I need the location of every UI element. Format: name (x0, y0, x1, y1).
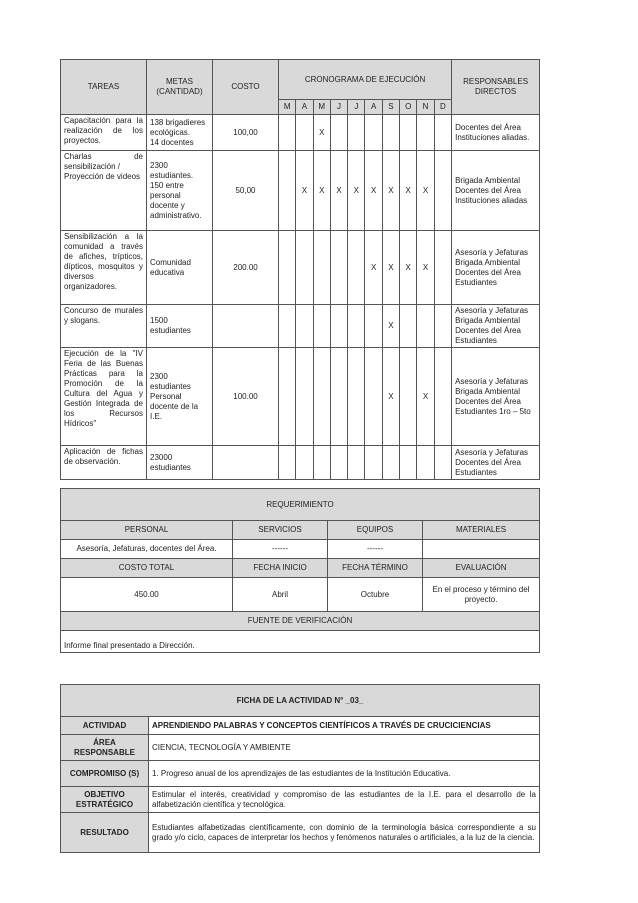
schedule-mark (417, 305, 434, 348)
schedule-mark: X (348, 151, 365, 231)
costo-cell: 50,00 (213, 151, 279, 231)
resultado-label: RESULTADO (61, 813, 149, 853)
actividad-label: ACTIVIDAD (61, 717, 149, 735)
schedule-mark (279, 446, 296, 480)
costo-cell (213, 305, 279, 348)
schedule-mark (400, 305, 417, 348)
schedule-mark (434, 231, 451, 305)
month-header: A (296, 100, 313, 115)
schedule-mark (434, 446, 451, 480)
schedule-mark (400, 348, 417, 446)
col-metas: METAS (CANTIDAD) (147, 60, 213, 115)
schedule-mark (434, 115, 451, 151)
schedule-mark (330, 348, 347, 446)
responsables-cell: Asesoría y Jefaturas Brigada Ambiental Docentes del Área Estudiantes (452, 305, 540, 348)
schedule-mark (313, 231, 330, 305)
req-servicios-val: ------ (233, 540, 328, 559)
objetivo-value: Estimular el interés, creatividad y compromiso de las estudiantes de la I.E. para el desarrollo de la alfabetización científica y tecnológica. (149, 787, 540, 813)
schedule-mark (348, 115, 365, 151)
responsables-cell: Asesoría y Jefaturas Brigada Ambiental Docentes del Área Estudiantes 1ro – 5to (452, 348, 540, 446)
month-header: D (434, 100, 451, 115)
req-costo-total: COSTO TOTAL (61, 559, 233, 578)
schedule-mark (330, 231, 347, 305)
req-fecha-inicio: FECHA INICIO (233, 559, 328, 578)
requirement-table (60, 488, 540, 653)
schedule-mark: X (400, 231, 417, 305)
schedule-mark: X (382, 305, 399, 348)
metas-cell: 1500 estudiantes (147, 305, 213, 348)
month-header: M (313, 100, 330, 115)
schedule-mark: X (313, 115, 330, 151)
objetivo-label: OBJETIVO ESTRATÉGICO (61, 787, 149, 813)
metas-cell: 2300 estudiantes. 150 entre personal docente y administrativo. (147, 151, 213, 231)
month-header: O (400, 100, 417, 115)
table-row (61, 231, 540, 305)
schedule-mark (313, 348, 330, 446)
col-tareas: TAREAS (61, 60, 147, 115)
table-row (61, 305, 540, 348)
costo-cell: 100,00 (213, 115, 279, 151)
req-equipos: EQUIPOS (328, 521, 423, 540)
schedule-mark (313, 305, 330, 348)
task-cell: Concurso de murales y slogans. (61, 305, 147, 348)
schedule-mark (330, 305, 347, 348)
col-cronograma: CRONOGRAMA DE EJECUCIÓN (279, 60, 452, 100)
schedule-mark (296, 305, 313, 348)
schedule-mark (348, 231, 365, 305)
table-row (61, 151, 540, 231)
area-label: ÁREA RESPONSABLE (61, 735, 149, 761)
schedule-mark: X (365, 151, 382, 231)
schedule-mark (330, 115, 347, 151)
table-row (61, 348, 540, 446)
responsables-cell: Asesoría y Jefaturas Docentes del Área Estudiantes (452, 446, 540, 480)
schedule-mark (296, 115, 313, 151)
req-fecha-inicio-val: Abril (233, 578, 328, 612)
costo-cell: 100.00 (213, 348, 279, 446)
responsables-cell: Asesoría y Jefaturas Brigada Ambiental Docentes del Área Estudiantes (452, 231, 540, 305)
schedule-mark: X (400, 151, 417, 231)
area-value: CIENCIA, TECNOLOGÍA Y AMBIENTE (149, 735, 540, 761)
schedule-mark (279, 115, 296, 151)
metas-cell: 138 brigadieres ecológicas. 14 docentes (147, 115, 213, 151)
schedule-mark: X (296, 151, 313, 231)
month-header: J (348, 100, 365, 115)
schedule-mark (417, 446, 434, 480)
req-costo-total-val: 450.00 (61, 578, 233, 612)
table-row (61, 446, 540, 480)
req-evaluacion: EVALUACIÓN (423, 559, 540, 578)
schedule-mark (296, 348, 313, 446)
schedule-mark (313, 446, 330, 480)
req-evaluacion-val: En el proceso y término del proyecto. (423, 578, 540, 612)
metas-cell: 2300 estudiantes Personal docente de la I.E. (147, 348, 213, 446)
schedule-mark: X (417, 151, 434, 231)
task-cell: Sensibilización a la comunidad a través de afiches, trípticos, dípticos, mosquitos y diversos organizadores. (61, 231, 147, 305)
schedule-mark (330, 446, 347, 480)
schedule-mark: X (313, 151, 330, 231)
month-header: M (279, 100, 296, 115)
compromiso-label: COMPROMISO (S) (61, 761, 149, 787)
req-fuente: FUENTE DE VERIFICACIÓN (61, 612, 540, 631)
schedule-mark (365, 348, 382, 446)
schedule-mark: X (365, 231, 382, 305)
schedule-mark (434, 348, 451, 446)
month-header: S (382, 100, 399, 115)
schedule-mark (296, 446, 313, 480)
schedule-mark: X (382, 348, 399, 446)
schedule-table (60, 59, 540, 480)
month-header: A (365, 100, 382, 115)
req-personal-val: Asesoría, Jefaturas, docentes del Área. (61, 540, 233, 559)
schedule-mark (279, 151, 296, 231)
col-costo: COSTO (213, 60, 279, 115)
schedule-mark (365, 115, 382, 151)
req-materiales-val (423, 540, 540, 559)
costo-cell: 200.00 (213, 231, 279, 305)
col-responsables: RESPONSABLES DIRECTOS (452, 60, 540, 115)
month-header: J (330, 100, 347, 115)
req-fecha-termino: FECHA TÉRMINO (328, 559, 423, 578)
schedule-mark (348, 446, 365, 480)
schedule-mark (279, 348, 296, 446)
schedule-mark: X (382, 231, 399, 305)
resultado-value: Estudiantes alfabetizadas científicamente, con dominio de la terminología básica correspondiente a su grado y/o ciclo, capaces de interpretar los hechos y fenómenos naturales o artificiales, a la luz de la ciencia. (149, 813, 540, 853)
req-fecha-termino-val: Octubre (328, 578, 423, 612)
schedule-mark (365, 446, 382, 480)
task-cell: Ejecución de la "IV Feria de las Buenas Prácticas para la Promoción de la Cultura del Agua y Gestión Integrada de los Recursos Hídricos" (61, 348, 147, 446)
req-title: REQUERIMIENTO (61, 489, 540, 521)
ficha-table (60, 684, 540, 853)
schedule-mark (400, 446, 417, 480)
schedule-mark (400, 115, 417, 151)
schedule-mark: X (382, 151, 399, 231)
table-row (61, 115, 540, 151)
req-equipos-val: ------ (328, 540, 423, 559)
compromiso-value: 1. Progreso anual de los aprendizajes de las estudiantes de la Institución Educativa. (149, 761, 540, 787)
schedule-mark (382, 115, 399, 151)
schedule-mark (296, 231, 313, 305)
task-cell: Charlas de sensibilización / Proyección de videos (61, 151, 147, 231)
responsables-cell: Brigada Ambiental Docentes del Área Instituciones aliadas (452, 151, 540, 231)
metas-cell: Comunidad educativa (147, 231, 213, 305)
schedule-mark (382, 446, 399, 480)
task-cell: Aplicación de fichas de observación. (61, 446, 147, 480)
req-materiales: MATERIALES (423, 521, 540, 540)
schedule-mark: X (330, 151, 347, 231)
req-servicios: SERVICIOS (233, 521, 328, 540)
costo-cell (213, 446, 279, 480)
ficha-title: FICHA DE LA ACTIVIDAD N° _03_ (61, 685, 540, 717)
schedule-mark: X (417, 231, 434, 305)
schedule-mark: X (417, 348, 434, 446)
task-cell: Capacitación para la realización de los proyectos. (61, 115, 147, 151)
req-personal: PERSONAL (61, 521, 233, 540)
schedule-mark (434, 151, 451, 231)
month-header: N (417, 100, 434, 115)
schedule-mark (348, 348, 365, 446)
responsables-cell: Docentes del Área Instituciones aliadas. (452, 115, 540, 151)
actividad-value: APRENDIENDO PALABRAS Y CONCEPTOS CIENTÍFICOS A TRAVÉS DE CRUCICIENCIAS (149, 717, 540, 735)
metas-cell: 23000 estudiantes (147, 446, 213, 480)
schedule-mark (434, 305, 451, 348)
req-fuente-val: Informe final presentado a Dirección. (61, 631, 540, 653)
schedule-mark (417, 115, 434, 151)
schedule-mark (279, 305, 296, 348)
schedule-mark (365, 305, 382, 348)
schedule-mark (348, 305, 365, 348)
schedule-mark (279, 231, 296, 305)
